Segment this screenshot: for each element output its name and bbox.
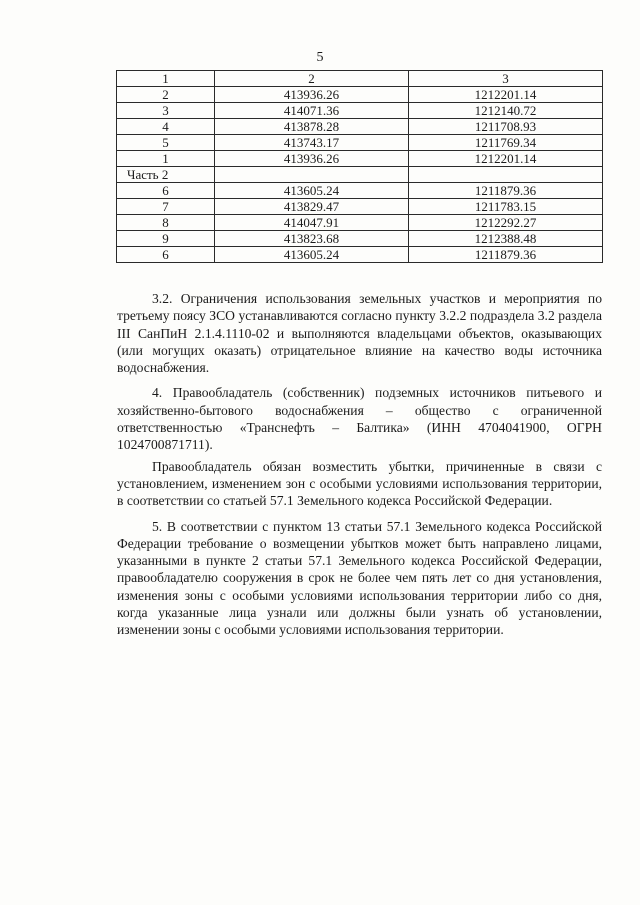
x-coordinate-cell: 413605.24 xyxy=(215,247,409,263)
point-number-cell: 7 xyxy=(117,199,215,215)
y-coordinate-cell: 1212201.14 xyxy=(409,151,603,167)
y-coordinate-cell: 1212292.27 xyxy=(409,215,603,231)
point-number-cell: 6 xyxy=(117,183,215,199)
x-coordinate-cell: 413878.28 xyxy=(215,119,409,135)
y-coordinate-cell xyxy=(409,167,603,183)
page-number: 5 xyxy=(316,50,324,65)
point-number-cell: 8 xyxy=(117,215,215,231)
point-number-cell: 4 xyxy=(117,119,215,135)
point-number-cell: 9 xyxy=(117,231,215,247)
table-row xyxy=(117,87,603,103)
y-coordinate-cell: 1211879.36 xyxy=(409,183,603,199)
table-row-part-label xyxy=(117,167,603,183)
x-coordinate-cell: 413936.26 xyxy=(215,151,409,167)
x-coordinate-cell: 414071.36 xyxy=(215,103,409,119)
y-coordinate-cell: 1212201.14 xyxy=(409,87,603,103)
table-row xyxy=(117,215,603,231)
table-row xyxy=(117,135,603,151)
y-coordinate-cell: 1211708.93 xyxy=(409,119,603,135)
coordinates-table xyxy=(116,70,603,263)
y-coordinate-cell: 1211769.34 xyxy=(409,135,603,151)
paragraph-4-owner: 4. Правообладатель (собственник) подземных источников питьевого и хозяйственно-бытового водоснабжения – общество с ограниченной ответственностью «Транснефть – Балтика» (ИНН 4704041900, ОГРН 1024700871711). xyxy=(117,385,602,453)
x-coordinate-cell xyxy=(215,167,409,183)
y-coordinate-cell: 1211879.36 xyxy=(409,247,603,263)
table-header-cell: 3 xyxy=(409,71,603,87)
paragraph-compensation-obligation: Правообладатель обязан возместить убытки, причиненные в связи с установлением, изменением зон с особыми условиями использования территории, в соответствии со статьей 57.1 Земельного кодекса Российской Федерации. xyxy=(117,458,602,509)
table-row xyxy=(117,183,603,199)
y-coordinate-cell: 1212140.72 xyxy=(409,103,603,119)
table-row xyxy=(117,151,603,167)
table-header-row xyxy=(117,71,603,87)
y-coordinate-cell: 1212388.48 xyxy=(409,231,603,247)
table-row xyxy=(117,119,603,135)
paragraph-3-2-restrictions: 3.2. Ограничения использования земельных участков и мероприятия по третьему поясу ЗСО устанавливаются согласно пункту 3.2.2 подраздела 3.2 раздела III СанПиН 2.1.4.1110-02 и выполняются владельцами объектов, оказывающих (или могущих оказать) отрицательное влияние на качество воды источника водоснабжения. xyxy=(117,291,602,376)
x-coordinate-cell: 414047.91 xyxy=(215,215,409,231)
table-header-cell: 1 xyxy=(117,71,215,87)
table-header-cell: 2 xyxy=(215,71,409,87)
document-body xyxy=(117,290,602,647)
x-coordinate-cell: 413829.47 xyxy=(215,199,409,215)
x-coordinate-cell: 413605.24 xyxy=(215,183,409,199)
y-coordinate-cell: 1211783.15 xyxy=(409,199,603,215)
table-row xyxy=(117,247,603,263)
point-number-cell: 5 xyxy=(117,135,215,151)
table-row xyxy=(117,231,603,247)
paragraph-5-claims: 5. В соответствии с пунктом 13 статьи 57.1 Земельного кодекса Российской Федерации требование о возмещении убытков может быть направлено лицами, указанными в пункте 2 статьи 57.1 Земельного кодекса Российской Федерации, правообладателю сооружения в срок не более чем пять лет со дня установления, изменения зоны с особыми условиями использования территории либо со дня, когда указанные лица узнали или должны были узнать об установлении, изменении зоны с особыми условиями использования территории. xyxy=(117,518,602,638)
point-number-cell: 1 xyxy=(117,151,215,167)
table-row xyxy=(117,199,603,215)
x-coordinate-cell: 413743.17 xyxy=(215,135,409,151)
table-row xyxy=(117,103,603,119)
x-coordinate-cell: 413936.26 xyxy=(215,87,409,103)
point-number-cell: 3 xyxy=(117,103,215,119)
part-label-cell: Часть 2 xyxy=(117,167,215,183)
point-number-cell: 6 xyxy=(117,247,215,263)
point-number-cell: 2 xyxy=(117,87,215,103)
x-coordinate-cell: 413823.68 xyxy=(215,231,409,247)
